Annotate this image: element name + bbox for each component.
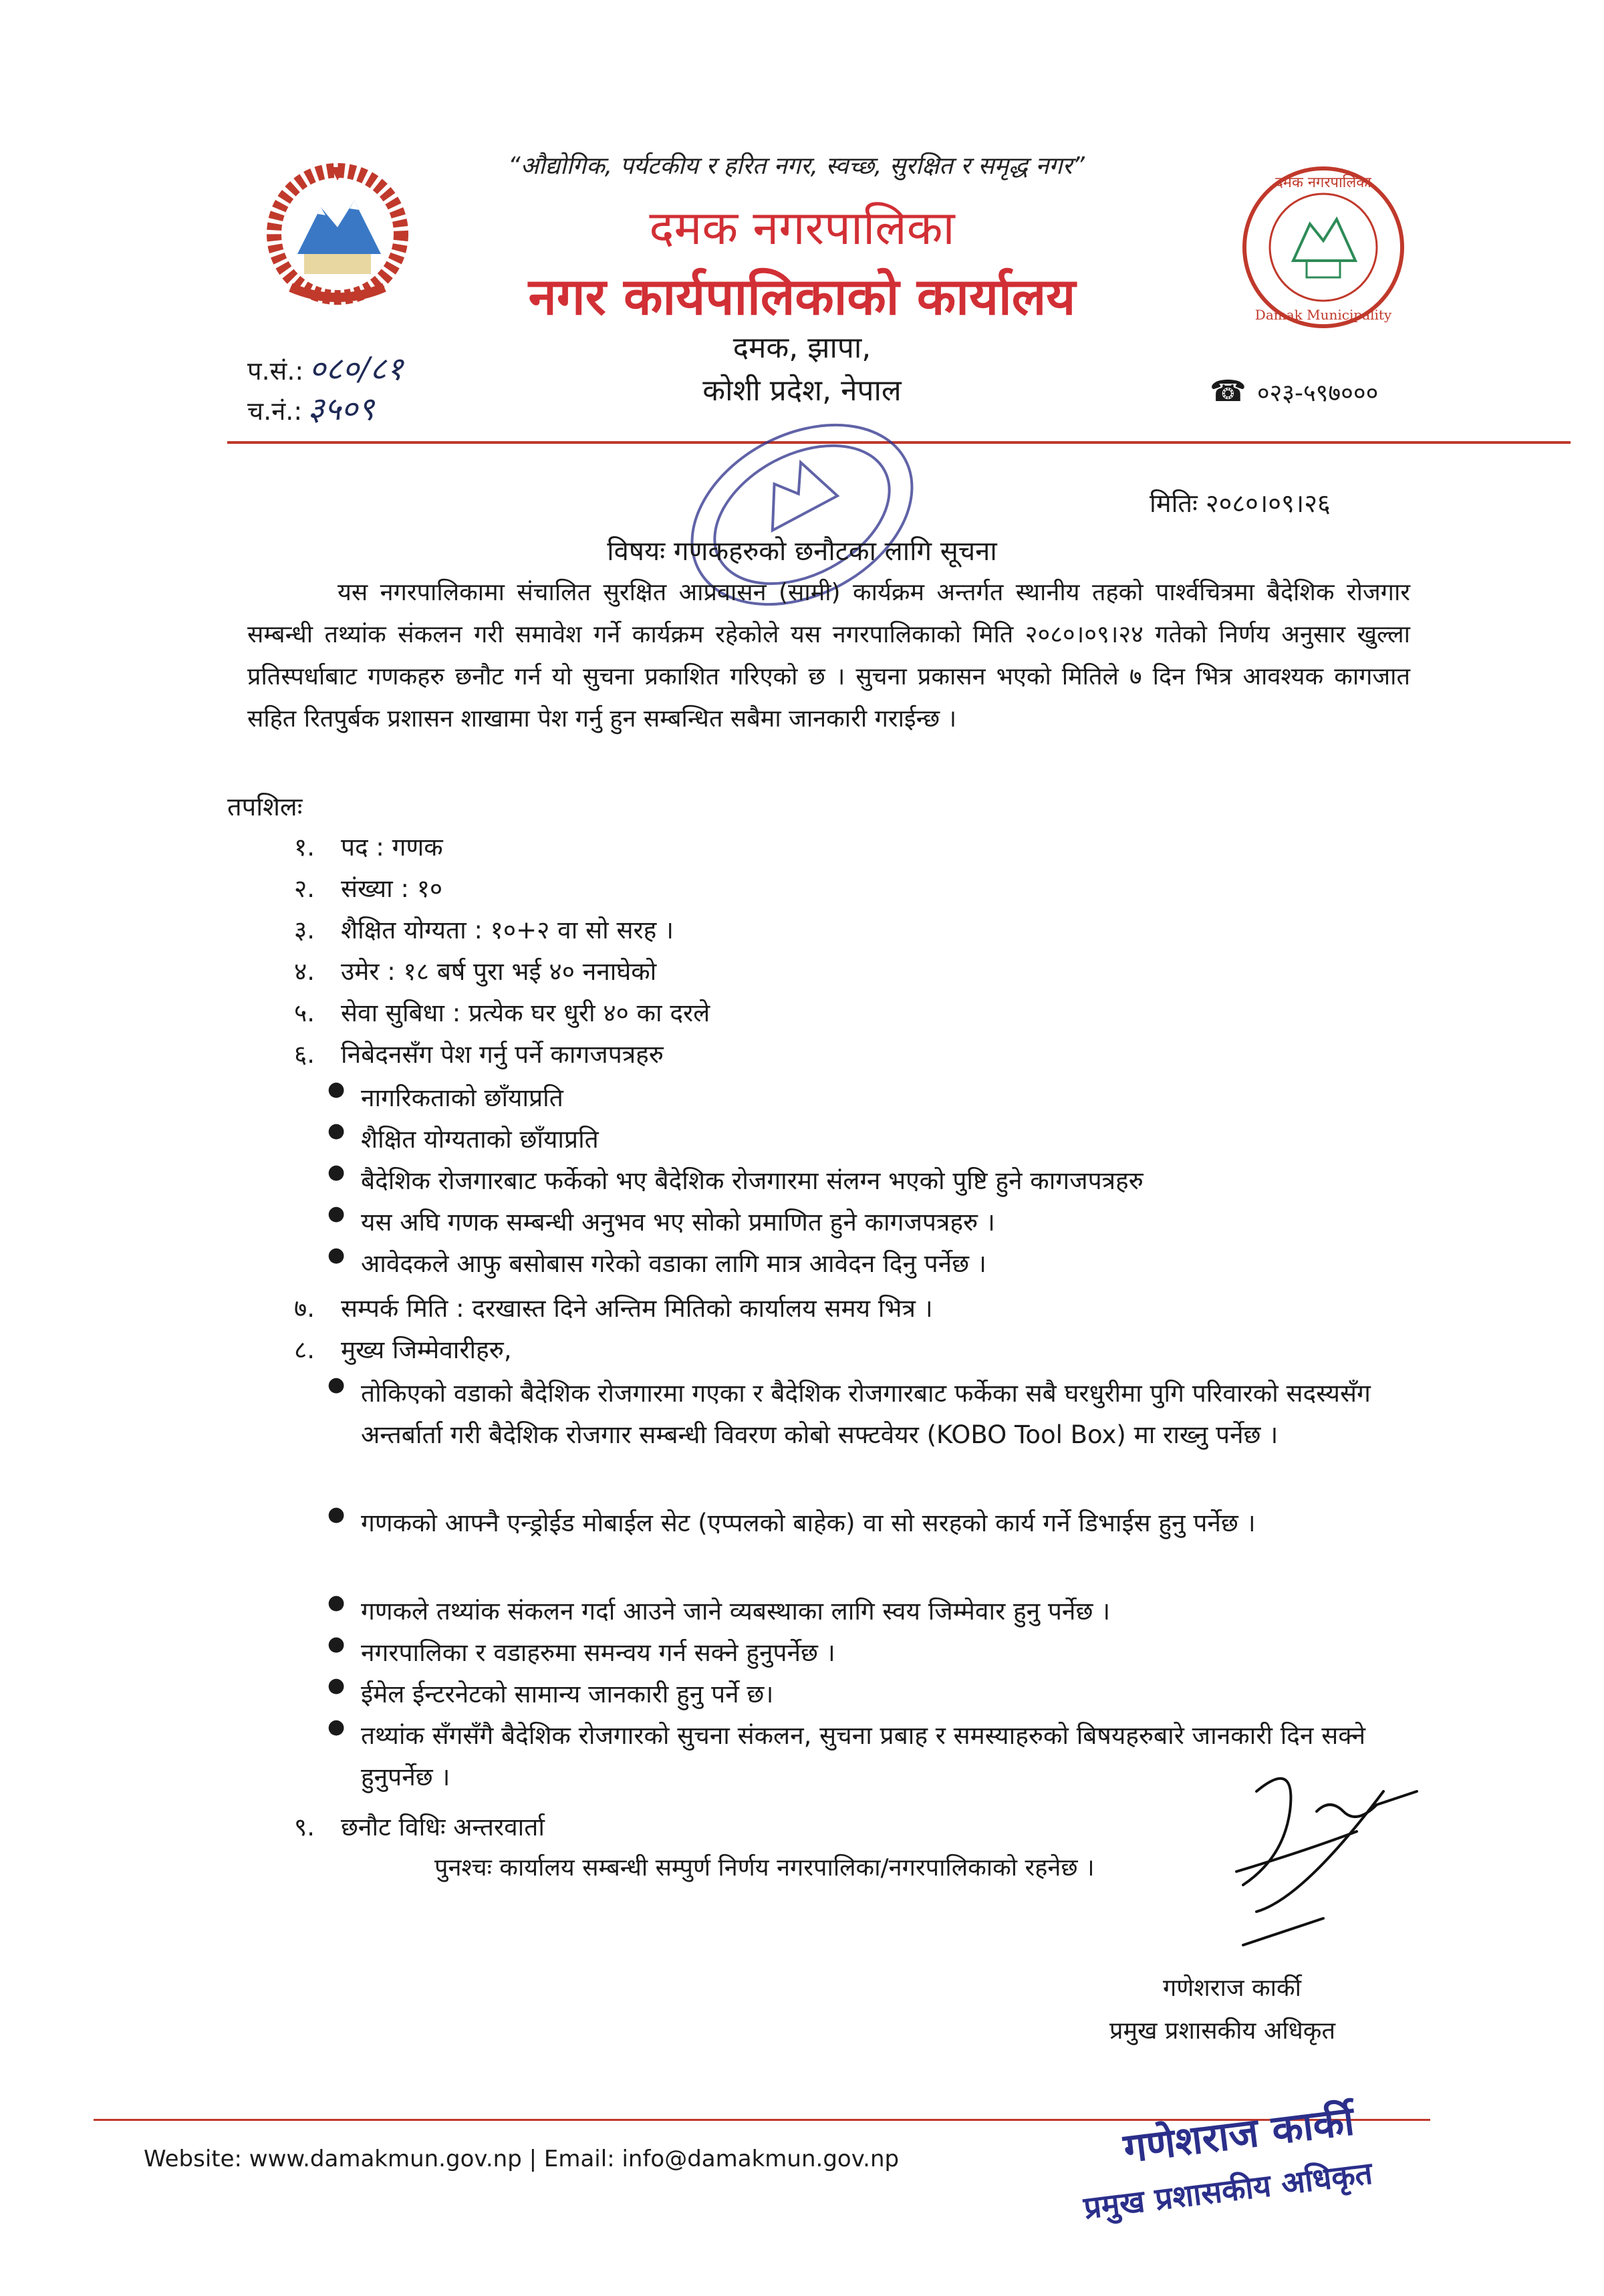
dispatch-number: [247, 386, 374, 430]
postscript-note: पुनश्चः कार्यालय सम्बन्धी सम्पुर्ण निर्णय नगरपालिका/नगरपालिकाको रहनेछ ।: [434, 1854, 1095, 1882]
slogan: “औद्योगिक, पर्यटकीय र हरित नगर, स्वच्छ, सुरक्षित र समृद्ध नगर”: [508, 152, 1085, 180]
list-item: १. पद : गणक: [294, 833, 443, 862]
responsibility-item: ● तथ्यांक सँगसँगै बैदेशिक रोजगारको सुचना संकलन, सुचना प्रबाह र समस्याहरुको बिषयहरुबारे जानकारी दिन सक्ने हुनुपर्नेछ ।: [327, 1715, 1366, 1791]
document-item: ● यस अघि गणक सम्बन्धी अनुभव भए सोको प्रमाणित हुने कागजपत्रहरु ।: [327, 1202, 995, 1237]
responsibility-item: ● नगरपालिका र वडाहरुमा समन्वय गर्न सक्ने हुनुपर्नेछ ।: [327, 1632, 835, 1667]
municipality-name: दमक नगरपालिका: [649, 201, 955, 255]
details-heading: तपशिलः: [227, 792, 303, 821]
signatory-name: गणेशराज कार्की: [1163, 1974, 1301, 2002]
reference-value: ०८०/८१: [309, 350, 404, 388]
list-item: ९. छनौट विधिः अन्तरवार्ता: [294, 1813, 545, 1841]
title-stamp: प्रमुख प्रशासकीय अधिकृत: [1081, 2154, 1375, 2226]
responsibility-item: ● गणकको आफ्नै एन्ड्रोईड मोबाईल सेट (एप्पलको बाहेक) वा सो सरहको कार्य गर्ने डिभाईस हुनु पर्नेछ ।: [327, 1503, 1256, 1537]
notice-body: यस नगरपालिकामा संचालित सुरक्षित आप्रवासन (सामी) कार्यक्रम अन्तर्गत स्थानीय तहको पार्श्वचित्रमा बैदेशिक रोजगार सम्बन्धी तथ्यांक संकलन गरी समावेश गर्ने कार्यक्रम रहेकोले यस नगरपालिकाको मिति २०८०।०९।२४ गतेको निर्णय अनुसार खुल्ला प्रतिस्पर्धाबाट गणकहरु छनौट गर्न यो सुचना प्रकाशित गरिएको छ । सुचना प्रकासन भएको मितिले ७ दिन भित्र आवश्यक कागजात सहित रितपुर्बक प्रशासन शाखामा पेश गर्नु हुन सम्बन्धित सबैमा जानकारी गराईन्छ ।: [247, 579, 1410, 733]
dispatch-label: च.नं.:: [247, 396, 303, 426]
list-item: ३. शैक्षित योग्यता : १०+२ वा सो सरह ।: [294, 916, 674, 944]
list-item: ४. उमेर : १८ बर्ष पुरा भई ४० ननाघेको: [294, 957, 657, 986]
list-item: ६. निबेदनसँग पेश गर्नु पर्ने कागजपत्रहरु: [294, 1040, 664, 1069]
signatory-title: प्रमुख प्रशासकीय अधिकृत: [1109, 2017, 1335, 2045]
document-item: ● बैदेशिक रोजगारबाट फर्केको भए बैदेशिक रोजगारमा संलग्न भएको पुष्टि हुने कागजपत्रहरु: [327, 1160, 1144, 1195]
name-stamp: गणेशराज कार्की: [1121, 2097, 1357, 2172]
responsibility-item: ● ईमेल ईन्टरनेटको सामान्य जानकारी हुनु पर्ने छ।: [327, 1674, 774, 1708]
document-item: ● नागरिकताको छाँयाप्रति: [327, 1077, 563, 1112]
reference-number: [247, 346, 403, 390]
telephone-icon: ☎: [1210, 374, 1246, 408]
subject: विषयः गणकहरुको छनौटका लागि सूचना: [607, 536, 997, 567]
list-item: २. संख्या : १०: [294, 874, 443, 903]
document-item: ● आवेदकले आफु बसोबास गरेको वडाका लागि मात्र आवेदन दिनु पर्नेछ ।: [327, 1243, 986, 1278]
responsibility-item: ● तोकिएको वडाको बैदेशिक रोजगारमा गएका र बैदेशिक रोजगारबाट फर्केका सबै घरधुरीमा पुगि परिवारको सदस्यसँग अन्तर्बार्ता गरी बैदेशिक रोजगार सम्बन्धी विवरण कोबो सफ्टवेयर (KOBO Tool Box) मा राख्नु पर्नेछ ।: [327, 1373, 1371, 1449]
date: मितिः २०८०।०९।२६: [1150, 489, 1331, 518]
address-line-1: दमक, झापा,: [732, 331, 872, 365]
office-name: नगर कार्यपालिकाको कार्यालय: [528, 267, 1076, 326]
reference-label: प.सं.:: [247, 356, 304, 386]
phone: [1210, 374, 1378, 408]
address-line-2: कोशी प्रदेश, नेपाल: [702, 374, 902, 408]
footer-contact: Website: www.damakmun.gov.np | Email: info@damakmun.gov.np: [144, 2146, 900, 2172]
list-item: ७. सम्पर्क मिति : दरखास्त दिने अन्तिम मितिको कार्यालय समय भित्र ।: [294, 1294, 933, 1323]
phone-number: ०२३-५९७०००: [1256, 380, 1379, 407]
list-item: ५. सेवा सुबिधा : प्रत्येक घर धुरी ४० का दरले: [294, 999, 710, 1027]
seal-text: दमक नगरपालिका: [1275, 174, 1371, 191]
list-item: ८. मुख्य जिम्मेवारीहरु,: [294, 1335, 512, 1364]
dispatch-value: ३५०९: [307, 390, 375, 428]
details-list: [294, 829, 1430, 1865]
responsibility-item: ● गणकले तथ्यांक संकलन गर्दा आउने जाने व्यबस्थाका लागि स्वय जिम्मेवार हुनु पर्नेछ ।: [327, 1591, 1111, 1626]
document-item: ● शैक्षित योग्यताको छाँयाप्रति: [327, 1119, 599, 1154]
signature: [1216, 1751, 1437, 1972]
seal-text-en: Damak Municipality: [1254, 307, 1392, 323]
